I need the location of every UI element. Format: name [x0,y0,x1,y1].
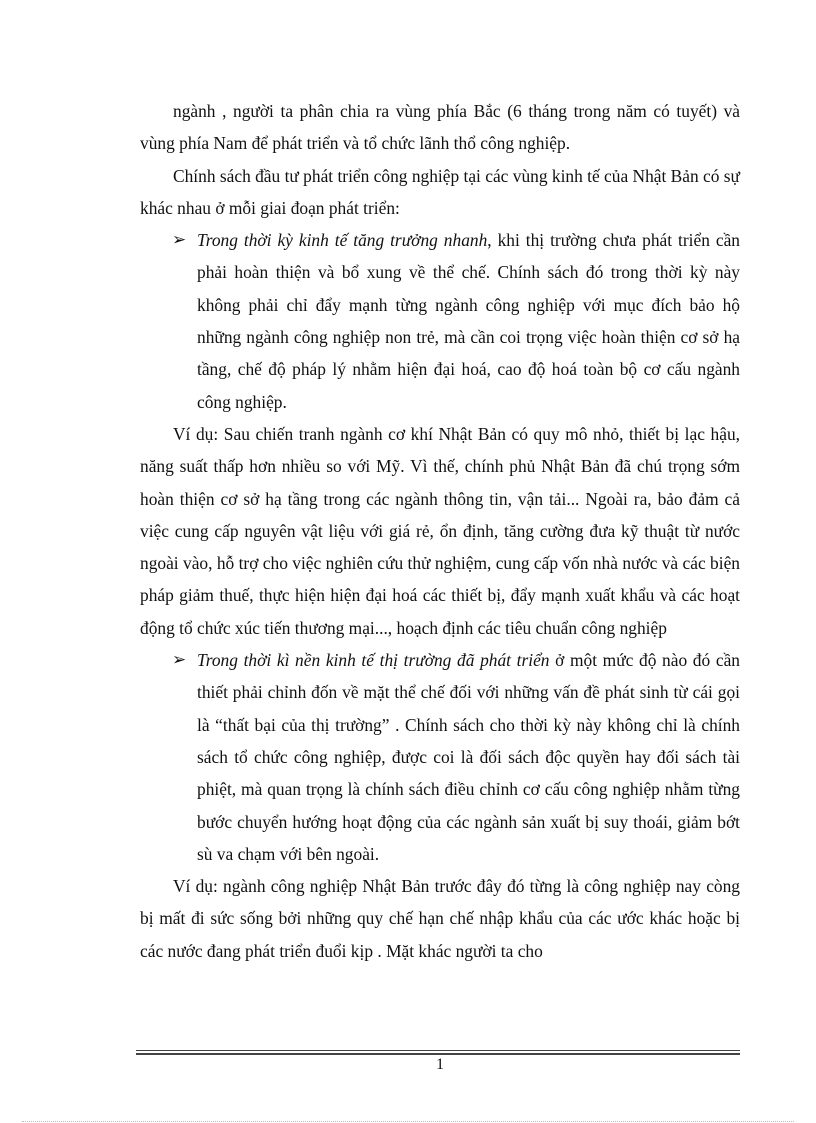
page-edge-dotted-line [22,1121,794,1122]
paragraph-4: Ví dụ: ngành công nghiệp Nhật Bản trước đây đó từng là công nghiệp nay còng bị mất đi sức sống bởi những quy chế hạn chế nhập khẩu của các ước khác hoặc bị các nước đang phát triển đuổi kịp . Mặt khác người ta cho [140,876,740,961]
bullet-2-lead: Trong thời kì nền kinh tế thị trường đã phát triển [197,650,550,671]
bullet-item-2 [140,644,740,870]
arrow-bullet-icon: ➢ [172,230,187,250]
arrow-bullet-icon: ➢ [172,650,187,670]
bullet-1-text: , khi thị trường chưa phát triển cần phải hoàn thiện và bổ xung về thể chế. Chính sách đó trong thời kỳ này không phải chỉ đẩy mạnh từng ngành công nghiệp với mục đích bảo hộ những ngành công nghiệp non trẻ, mà cần coi trọng việc hoàn thiện cơ sở hạ tầng, chế độ pháp lý nhằm hiện đại hoá, cao độ hoá toàn bộ cơ cấu ngành công nghiệp. [197,230,741,412]
bullet-1-lead: Trong thời kỳ kinh tế tăng trưởng nhanh [197,230,488,251]
page-number: 1 [436,1056,444,1073]
bullet-item-1 [140,224,740,418]
paragraph-2: Chính sách đầu tư phát triển công nghiệp tại các vùng kinh tế của Nhật Bản có sự khác nhau ở mỗi giai đoạn phát triển: [140,165,740,218]
bullet-2-text: ở một mức độ nào đó cần thiết phải chỉnh đốn về mặt thể chế đối với những vấn đề phát sinh từ cái gọi là “thất bại của thị trường” . Chính sách cho thời kỳ này không chỉ là chính sách tổ chức công nghiệp, được coi là đối sách độc quyền hay đối sách tài phiệt, mà quan trọng là chính sách điều chỉnh cơ cấu công nghiệp nhằm từng bước chuyển hướng hoạt động của các ngành sản xuất bị suy thoái, giảm bớt sù va chạm với bên ngoài. [197,650,740,864]
body-text [140,95,740,967]
paragraph-1: ngành , người ta phân chia ra vùng phía Bắc (6 tháng trong năm có tuyết) và vùng phía Nam để phát triển và tổ chức lãnh thổ công nghiệp. [140,101,740,154]
footer-divider [136,1050,740,1055]
paragraph-3: Ví dụ: Sau chiến tranh ngành cơ khí Nhật Bản có quy mô nhỏ, thiết bị lạc hậu, năng suất thấp hơn nhiều so với Mỹ. Vì thế, chính phủ Nhật Bản đã chú trọng sớm hoàn thiện cơ sở hạ tầng trong các ngành thông tin, vận tải... Ngoài ra, bảo đảm cả việc cung cấp nguyên vật liệu với giá rẻ, ổn định, tăng cường đưa kỹ thuật từ nước ngoài vào, hỗ trợ cho việc nghiên cứu thử nghiệm, cung cấp vốn nhà nước và các biện pháp giảm thuế, thực hiện hiện đại hoá các thiết bị, đẩy mạnh xuất khẩu và các hoạt động tổ chức xúc tiến thương mại..., hoạch định các tiêu chuẩn công nghiệp [140,423,740,638]
